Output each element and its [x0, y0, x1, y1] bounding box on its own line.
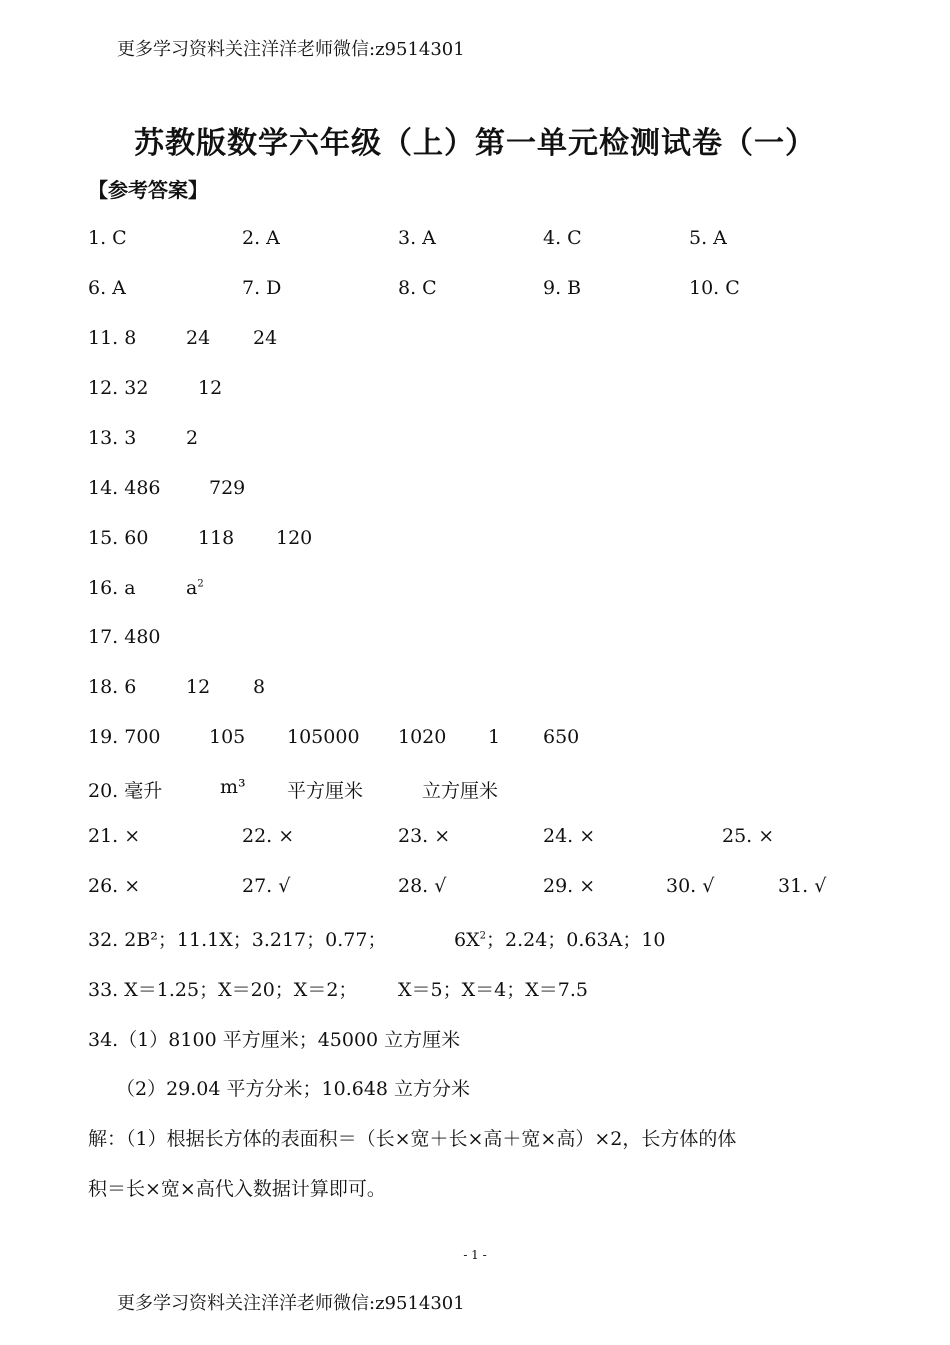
answer-26: 26. ×: [88, 875, 141, 897]
solution-line-2: 积＝长×宽×高代入数据计算即可。: [88, 1178, 386, 1200]
answer-9: 9. B: [543, 277, 582, 299]
answer-14-b: 729: [209, 477, 246, 499]
answer-16: 16. a: [88, 577, 136, 599]
answer-11-c: 24: [253, 327, 278, 349]
answer-29: 29. ×: [543, 875, 596, 897]
answer-3: 3. A: [398, 227, 436, 249]
answer-20-c: 平方厘米: [287, 780, 364, 802]
answer-12: 12. 32: [88, 377, 149, 399]
answer-22: 22. ×: [242, 825, 295, 847]
answer-8: 8. C: [398, 277, 437, 299]
answer-19-c: 105000: [287, 726, 360, 748]
answer-13-b: 2: [186, 427, 199, 449]
answer-34-part1: 34.（1）8100 平方厘米；45000 立方厘米: [88, 1029, 461, 1051]
answer-7: 7. D: [242, 277, 282, 299]
answer-19-f: 650: [543, 726, 580, 748]
answer-18: 18. 6: [88, 676, 137, 698]
answer-19-b: 105: [209, 726, 246, 748]
answer-30: 30. √: [666, 875, 715, 897]
page-header-text: 更多学习资料关注洋洋老师微信:z9514301: [117, 39, 465, 60]
answer-27: 27. √: [242, 875, 291, 897]
answer-4: 4. C: [543, 227, 582, 249]
answer-24: 24. ×: [543, 825, 596, 847]
answer-19-e: 1: [488, 726, 501, 748]
answer-10: 10. C: [689, 277, 740, 299]
answer-23: 23. ×: [398, 825, 451, 847]
answer-28: 28. √: [398, 875, 447, 897]
section-heading-answers: 【参考答案】: [88, 178, 208, 202]
answer-33: 33. X＝1.25；X＝20；X＝2；: [88, 979, 358, 1001]
answer-32: 32. 2B²；11.1X；3.217；0.77；: [88, 929, 387, 951]
answer-15-b: 118: [198, 527, 235, 549]
answer-20-d: 立方厘米: [422, 780, 499, 802]
answer-18-c: 8: [253, 676, 266, 698]
answer-25: 25. ×: [722, 825, 775, 847]
document-title: 苏教版数学六年级（上）第一单元检测试卷（一）: [134, 126, 816, 161]
page-number: - 1 -: [463, 1248, 487, 1262]
answer-32-b: $6X^2$；2.24；0.63A；10: [454, 929, 666, 951]
answer-31: 31. √: [778, 875, 827, 897]
answer-33-b: X＝5；X＝4；X＝7.5: [398, 979, 588, 1001]
answer-20: 20. 毫升: [88, 780, 163, 802]
answer-34-part2: （2）29.04 平方分米；10.648 立方分米: [116, 1078, 471, 1100]
answer-14: 14. 486: [88, 477, 161, 499]
answer-18-b: 12: [186, 676, 211, 698]
answer-20-b: m³: [220, 776, 246, 798]
answer-11: 11. 8: [88, 327, 137, 349]
page-footer-text: 更多学习资料关注洋洋老师微信:z9514301: [117, 1293, 465, 1314]
answer-19: 19. 700: [88, 726, 161, 748]
answer-19-d: 1020: [398, 726, 447, 748]
answer-17: 17. 480: [88, 626, 161, 648]
answer-21: 21. ×: [88, 825, 141, 847]
answer-12-b: 12: [198, 377, 223, 399]
answer-13: 13. 3: [88, 427, 137, 449]
answer-15: 15. 60: [88, 527, 149, 549]
answer-11-b: 24: [186, 327, 211, 349]
answer-1: 1. C: [88, 227, 127, 249]
answer-15-c: 120: [276, 527, 313, 549]
answer-5: 5. A: [689, 227, 727, 249]
answer-2: 2. A: [242, 227, 280, 249]
solution-line-1: 解：（1）根据长方体的表面积＝（长×宽＋长×高＋宽×高）×2，长方体的体: [88, 1128, 737, 1150]
answer-16-b: $a^2$: [186, 577, 204, 599]
answer-6: 6. A: [88, 277, 126, 299]
